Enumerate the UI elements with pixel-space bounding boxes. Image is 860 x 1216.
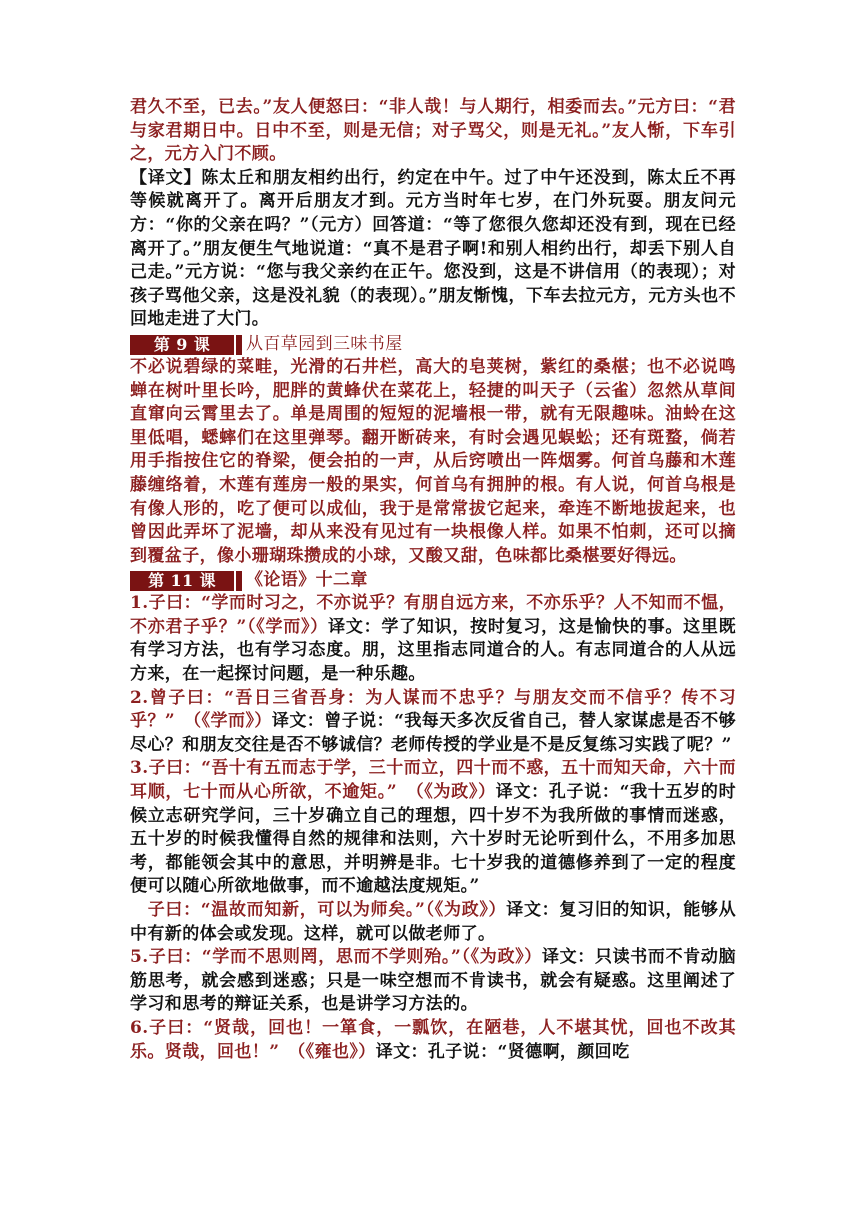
analects-item [130,946,736,1017]
analects-item [130,687,736,758]
lesson9-title: 从百草园到三味书屋 [246,334,403,355]
lesson11-badge: 第 11 课 [130,571,234,591]
item-translation: 译文：孔子说：“我十五岁的时候立志研究学问，三十岁确立自己的理想，四十岁不为我所做的事情而迷惑，五十岁的时候我懂得自然的规律和法则，六十岁时无论听到什么，不用多加思考，都能领会其中的意思，并明辨是非。七十岁我的道德修养到了一定的程度便可以随心所欲地做事，而不逾越法度规矩。” [130,782,736,897]
lesson9-badge-divider [236,335,242,355]
intro-paragraph [130,96,736,167]
item-translation: 译文：复习旧的知识，能够从中有新的体会或发现。这样，就可以做老师了。 [130,900,736,944]
item-original: 5.子曰：“学而不思则罔，思而不学则殆。”（《为政》） [130,947,542,968]
analects-item [130,899,736,946]
item-original: 3.子曰：“吾十有五而志于学，三十而立，四十而不惑，五十而知天命，六十而耳顺，七十而从心所欲，不逾矩。” （《为政》） [130,758,736,803]
analects-item [130,1017,736,1064]
intro-translation [130,167,736,332]
lesson11-title: 《论语》十二章 [246,570,368,591]
item-translation: 译文：曾子说：“我每天多次反省自己，替人家谋虑是否不够尽心？和朋友交往是否不够诚信？老师传授的学业是不是反复练习实践了呢？” [130,711,736,755]
lesson9-badge: 第 9 课 [130,335,234,355]
lesson11-heading [130,570,736,592]
lesson11-badge-divider [236,571,242,591]
item-original: 6.子曰：“贤哉，回也！一箪食，一瓢饮，在陋巷，人不堪其忧，回也不改其乐。贤哉，回也！” （《雍也》） [130,1017,736,1062]
document-page [130,96,736,1064]
item-original: 2.曾子曰：“吾日三省吾身：为人谋而不忠乎？与朋友交而不信乎？传不习乎？” （《学而》） [130,687,736,732]
item-original: 子曰：“温故而知新，可以为师矣。”（《为政》） [130,900,507,920]
lesson9-heading [130,334,736,356]
lesson9-paragraph [130,356,736,568]
item-translation: 译文：学了知识，按时复习，这是愉快的事。这里既有学习方法，也有学习态度。朋，这里指志同道合的人。有志同道合的人从远方来，在一起探讨问题，是一种乐趣。 [130,616,737,685]
intro-original-text: 君久不至，已去。”友人便怒曰：“非人哉！与人期行，相委而去。”元方曰：“君与家君期日中。日中不至，则是无信；对子骂父，则是无礼。”友人惭，下车引之，元方入门不顾。 [130,97,736,165]
analects-item [130,592,736,686]
item-translation: 译文：只读书而不肯动脑筋思考，就会感到迷惑；只是一味空想而不肯读书，就会有疑惑。这里阐述了学习和思考的辩证关系，也是讲学习方法的。 [130,947,736,1015]
item-translation: 译文：孔子说：“贤德啊，颜回吃 [375,1041,630,1062]
lesson9-text: 不必说碧绿的菜畦，光滑的石井栏，高大的皂荚树，紫红的桑椹；也不必说鸣蝉在树叶里长吟，肥胖的黄蜂伏在菜花上，轻捷的叫天子（云雀）忽然从草间直窜向云霄里去了。单是周围的短短的泥墙根一带，就有无限趣味。油蛉在这里低唱，蟋蟀们在这里弹琴。翻开断砖来，有时会遇见蜈蚣；还有斑蝥，倘若用手指按住它的脊梁，便会拍的一声，从后窍喷出一阵烟雾。何首乌藤和木莲藤缠络着，木莲有莲房一般的果实，何首乌有拥肿的根。有人说，何首乌根是有像人形的，吃了便可以成仙，我于是常常拔它起来，牵连不断地拔起来，也曾因此弄坏了泥墙，却从来没有见过有一块根像人样。如果不怕刺，还可以摘到覆盆子，像小珊瑚珠攒成的小球，又酸又甜，色味都比桑椹要好得远。 [130,356,736,566]
analects-item [130,757,736,899]
intro-translation-text: 【译文】陈太丘和朋友相约出行，约定在中午。过了中午还没到，陈太丘不再等候就离开了。离开后朋友才到。元方当时年七岁，在门外玩耍。朋友问元方：“你的父亲在吗？”（元方）回答道：“等了您很久您却还没有到，现在已经离开了。”朋友便生气地说道：“真不是君子啊!和别人相约出行，却丢下别人自己走。”元方说：“您与我父亲约在正午。您没到，这是不讲信用（的表现）；对孩子骂他父亲，这是没礼貌（的表现）。”朋友惭愧，下车去拉元方，元方头也不回地走进了大门。 [130,167,736,330]
item-original: 1.子曰：“学而时习之，不亦说乎？有朋自远方来，不亦乐乎？人不知而不愠，不亦君子乎？”（《学而》） [130,593,736,637]
